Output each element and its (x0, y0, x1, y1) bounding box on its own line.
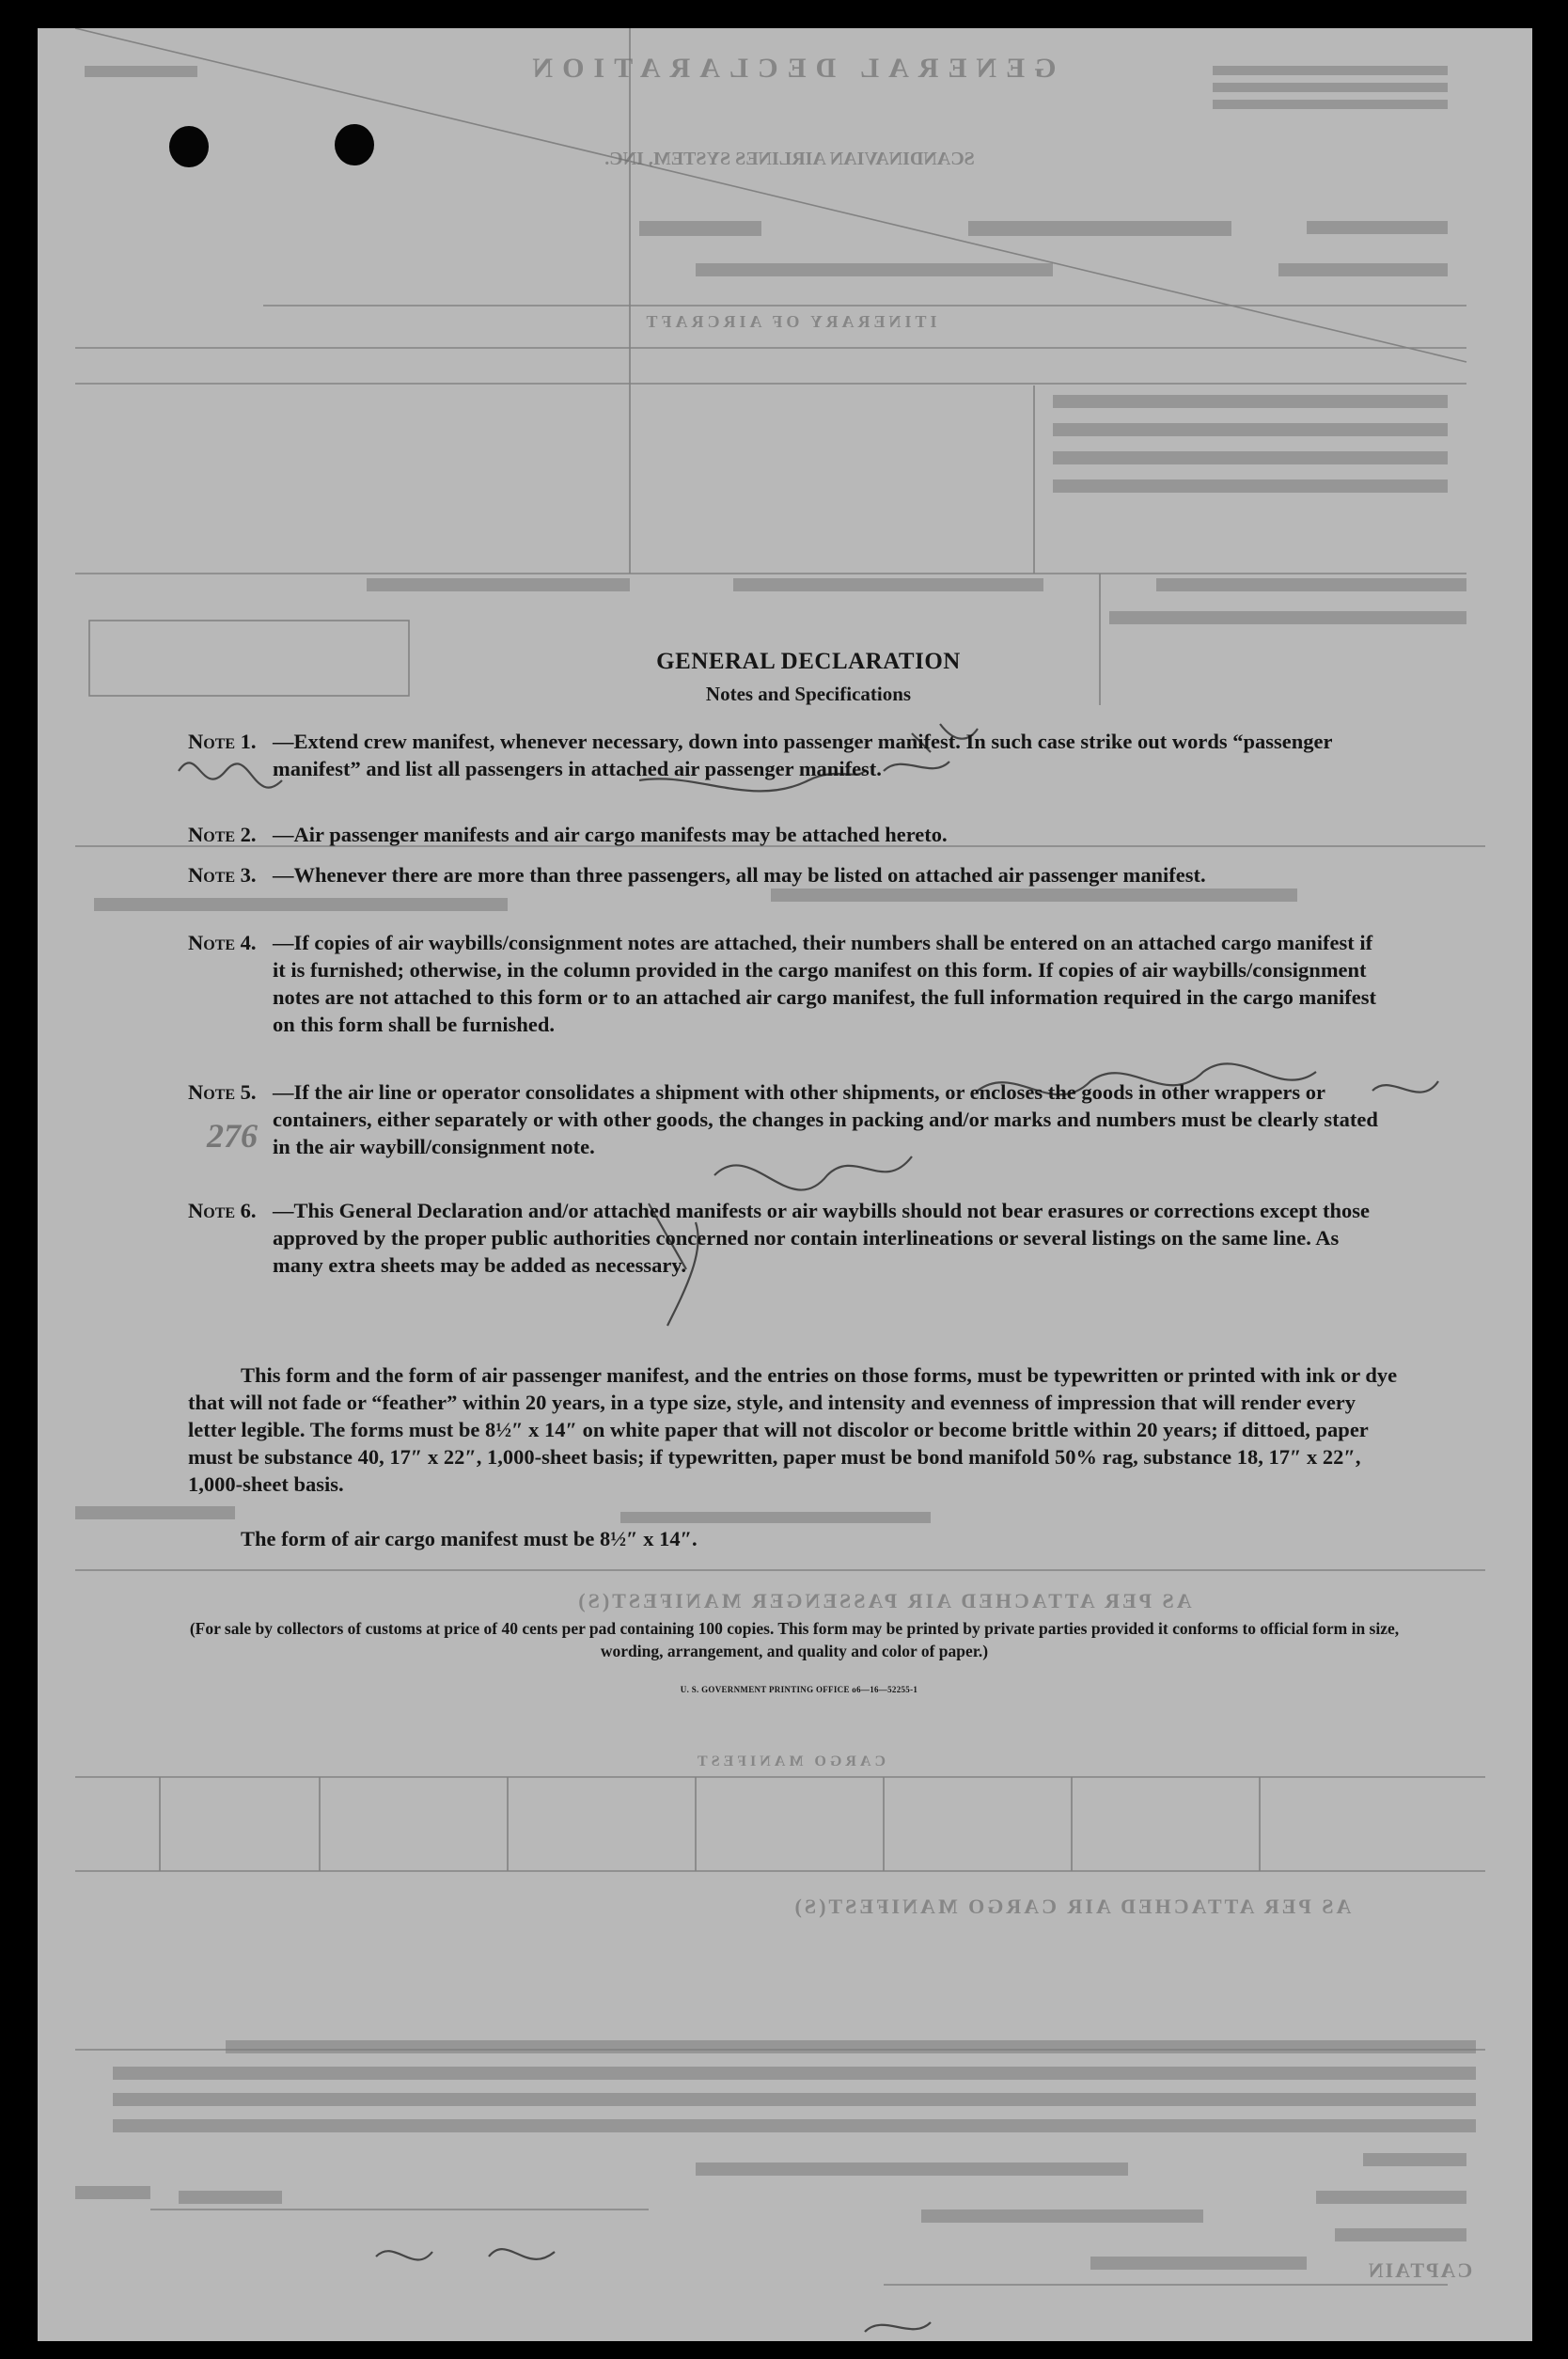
note-5 (188, 1078, 1401, 1160)
bleed-through-layer (38, 28, 1532, 2341)
punch-hole-left (169, 126, 209, 167)
ghost-passenger-attached: AS PER ATTACHED AIR PASSENGER MANIFEST(S) (575, 1589, 1192, 1612)
note-4 (188, 929, 1401, 1038)
note-3 (188, 861, 1401, 889)
note-5-label: Note 5. (188, 1080, 257, 1104)
note-1 (188, 728, 1401, 782)
note-1-label: Note 1. (188, 730, 257, 753)
ghost-itinerary: ITINERARY OF AIRCRAFT (642, 312, 937, 331)
note-3-text: —Whenever there are more than three passengers, all may be listed on attached air passenger manifest. (273, 863, 1206, 887)
ghost-captain: CAPTAIN (1366, 2258, 1473, 2282)
note-2 (188, 821, 1401, 848)
declaration-subtitle: Notes and Specifications (705, 683, 912, 705)
note-4-text: —If copies of air waybills/consignment notes are attached, their numbers shall be entered on an attached cargo manifest if it is furnished; otherwise, in the column provided in the cargo manifest on this form. If copies of air waybills/consignment notes are not attached to this form or to an attached air cargo manifest, the full information required in the cargo manifest on this form shall be furnished. (273, 931, 1377, 1036)
ghost-cargo-attached: AS PER ATTACHED AIR CARGO MANIFEST(S) (792, 1895, 1352, 1918)
cargo-size-line: The form of air cargo manifest must be 8½″ x 14″. (241, 1527, 698, 1550)
ghost-operator-stamp: SCANDINAVIAN AIRLINES SYSTEM, INC. (604, 149, 975, 169)
declaration-title: GENERAL DECLARATION (656, 649, 961, 674)
note-6-text: —This General Declaration and/or attached manifests or air waybills should not bear erasures or corrections except those approved by the proper public authorities concerned nor contain interlineations or several listings on the same line. As many extra sheets may be added as necessary. (273, 1199, 1371, 1277)
punch-hole-middle (335, 124, 374, 165)
ghost-stamp-number: 276 (207, 1117, 258, 1155)
ghost-header-title: GENERAL DECLARATION (523, 53, 1057, 84)
specification-paragraph: This form and the form of air passenger manifest, and the entries on those forms, must be typewritten or printed with ink or dye that will not fade or “feather” within 20 years, in a type size, style, and intensity and evenness of impression that will render every letter legible. The forms must be 8½″ x 14″ on white paper that will not discolor or become brittle within 20 years; if dittoed, paper must be substance 40, 17″ x 22″, 1,000-sheet basis; if typewritten, paper must be bond manifold 50% rag, substance 18, 17″ x 22″, 1,000-sheet basis. (188, 1363, 1398, 1496)
note-2-text: —Air passenger manifests and air cargo manifests may be attached hereto. (273, 823, 948, 846)
note-3-label: Note 3. (188, 863, 257, 887)
note-6 (188, 1197, 1401, 1279)
ghost-cargo-manifest: CARGO MANIFEST (693, 1754, 886, 1769)
sale-notice: (For sale by collectors of customs at price of 40 cents per pad containing 100 copies. This form may be printed by private parties provided it conforms to official form in size, wording, arrangement, and quality and color of paper.) (189, 1619, 1400, 1660)
note-5-text: —If the air line or operator consolidates a shipment with other shipments, or encloses the goods in other wrappers or containers, either separately or with other goods, the changes in packing and/or marks and numbers must be clearly stated in the air waybill/consignment note. (273, 1080, 1378, 1158)
note-2-label: Note 2. (188, 823, 257, 846)
note-1-text: —Extend crew manifest, whenever necessary, down into passenger manifest. In such case strike out words “passenger manifest” and list all passengers in attached air passenger manifest. (273, 730, 1333, 780)
form-sheet (38, 28, 1532, 2341)
note-4-label: Note 4. (188, 931, 257, 954)
note-6-label: Note 6. (188, 1199, 257, 1222)
printer-line: U. S. GOVERNMENT PRINTING OFFICE o6—16—52255-1 (680, 1685, 918, 1694)
